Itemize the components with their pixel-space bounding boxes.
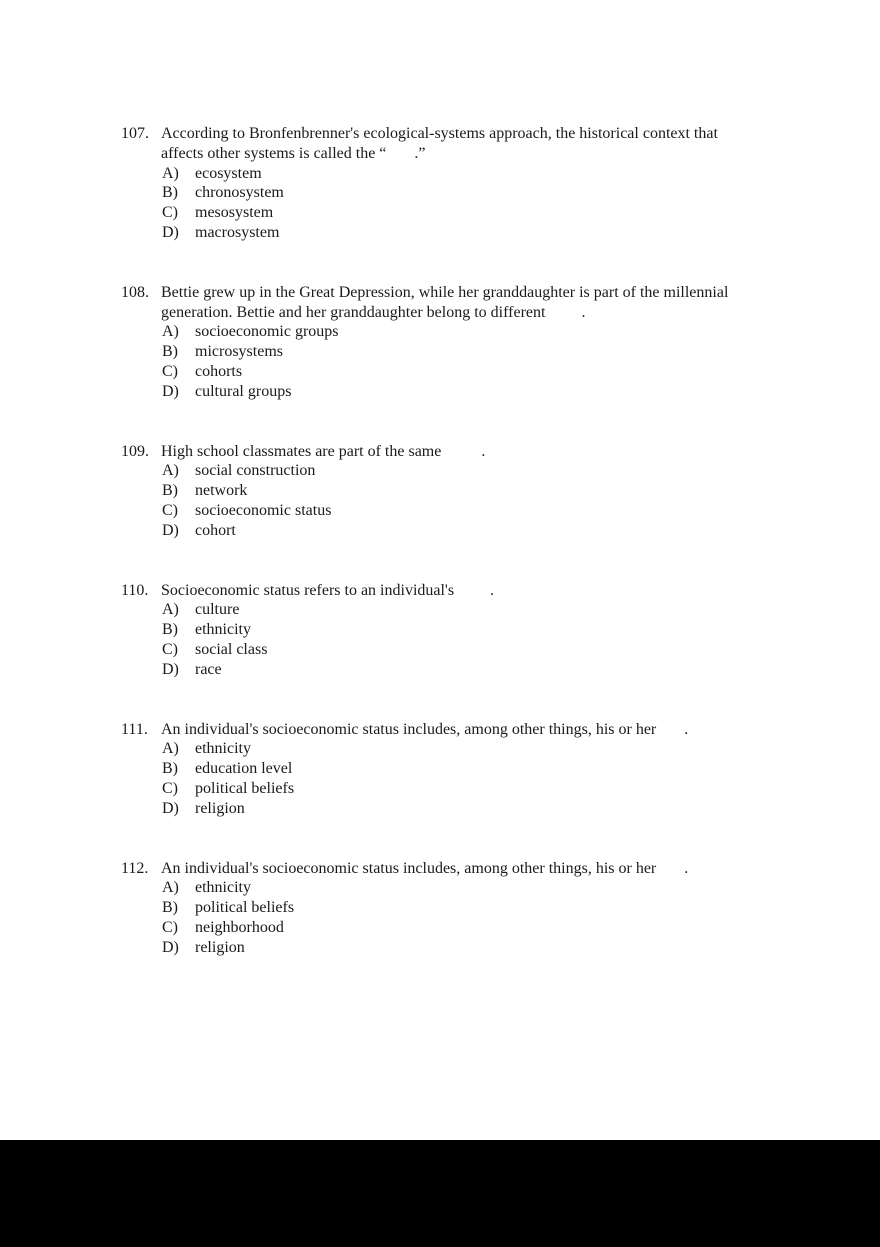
option-letter: C)	[162, 362, 178, 380]
option-row	[162, 223, 811, 243]
option-text: political beliefs	[195, 899, 295, 917]
option-text: race	[195, 660, 222, 678]
option-row	[162, 620, 811, 640]
option-letter: A)	[162, 164, 179, 182]
question-111	[121, 720, 811, 819]
question-108	[121, 283, 811, 402]
option-text: education level	[195, 760, 293, 778]
option-row	[162, 878, 811, 898]
option-row	[162, 183, 811, 203]
option-letter: D)	[162, 223, 179, 241]
question-110	[121, 581, 811, 680]
question-stem-line: According to Bronfenbrenner's ecological-systems approach, the historical context that	[161, 125, 718, 142]
option-letter: C)	[162, 501, 178, 519]
option-letter: B)	[162, 621, 178, 639]
option-text: ethnicity	[195, 621, 251, 639]
options-list	[162, 164, 811, 243]
option-text: ethnicity	[195, 740, 251, 758]
options-list	[162, 461, 811, 540]
option-letter: A)	[162, 601, 179, 619]
option-row	[162, 164, 811, 184]
option-text: macrosystem	[195, 223, 280, 241]
option-row	[162, 342, 811, 362]
question-stem-line: affects other systems is called the “ .”	[161, 144, 426, 162]
option-text: religion	[195, 938, 245, 956]
option-row	[162, 640, 811, 660]
option-letter: A)	[162, 740, 179, 758]
option-row	[162, 739, 811, 759]
question-body	[161, 442, 811, 541]
option-text: religion	[195, 799, 245, 817]
question-stem-line: An individual's socioeconomic status includes, among other things, his or her .	[161, 720, 689, 738]
option-row	[162, 322, 811, 342]
option-letter: B)	[162, 343, 178, 361]
option-row	[162, 779, 811, 799]
option-letter: C)	[162, 204, 178, 222]
option-row	[162, 362, 811, 382]
question-number: 108.	[121, 283, 149, 301]
question-107	[121, 124, 811, 243]
option-text: cohorts	[195, 362, 243, 380]
option-letter: B)	[162, 899, 178, 917]
option-row	[162, 759, 811, 779]
option-row	[162, 938, 811, 958]
question-body	[161, 283, 811, 402]
question-number: 112.	[121, 859, 149, 877]
option-row	[162, 660, 811, 680]
option-text: ethnicity	[195, 879, 251, 897]
question-number: 109.	[121, 442, 149, 460]
option-letter: D)	[162, 799, 179, 817]
question-body	[161, 720, 811, 819]
option-letter: C)	[162, 918, 178, 936]
option-letter: C)	[162, 779, 178, 797]
option-row	[162, 501, 811, 521]
option-row	[162, 521, 811, 541]
option-text: culture	[195, 601, 240, 619]
option-row	[162, 461, 811, 481]
option-letter: A)	[162, 323, 179, 341]
option-letter: C)	[162, 640, 178, 658]
option-row	[162, 799, 811, 819]
question-number: 111.	[121, 720, 148, 738]
option-text: network	[195, 482, 248, 500]
option-text: socioeconomic groups	[195, 323, 339, 341]
question-stem-line: High school classmates are part of the same .	[161, 442, 486, 460]
option-text: socioeconomic status	[195, 501, 332, 519]
option-text: cohort	[195, 521, 236, 539]
question-109	[121, 442, 811, 541]
question-body	[161, 859, 811, 958]
option-letter: D)	[162, 660, 179, 678]
footer-black-bar	[0, 1140, 880, 1247]
option-row	[162, 898, 811, 918]
option-text: social construction	[195, 462, 316, 480]
options-list	[162, 739, 811, 818]
option-text: microsystems	[195, 343, 283, 361]
option-letter: D)	[162, 938, 179, 956]
option-text: political beliefs	[195, 779, 295, 797]
options-list	[162, 322, 811, 401]
option-row	[162, 481, 811, 501]
question-number: 110.	[121, 581, 149, 599]
option-letter: B)	[162, 482, 178, 500]
question-body	[161, 581, 811, 680]
question-body	[161, 124, 811, 243]
option-text: neighborhood	[195, 918, 284, 936]
option-text: cultural groups	[195, 382, 292, 400]
option-row	[162, 600, 811, 620]
question-stem-line: generation. Bettie and her granddaughter belong to different .	[161, 303, 586, 321]
option-letter: A)	[162, 879, 179, 897]
option-text: social class	[195, 640, 268, 658]
option-letter: B)	[162, 184, 178, 202]
option-letter: B)	[162, 760, 178, 778]
option-text: mesosystem	[195, 204, 274, 222]
question-112	[121, 859, 811, 958]
option-letter: A)	[162, 462, 179, 480]
question-number: 107.	[121, 125, 149, 142]
option-row	[162, 918, 811, 938]
options-list	[162, 600, 811, 679]
questions-list	[121, 124, 811, 998]
options-list	[162, 878, 811, 957]
option-text: ecosystem	[195, 164, 262, 182]
question-stem-line: An individual's socioeconomic status includes, among other things, his or her .	[161, 859, 689, 877]
option-text: chronosystem	[195, 184, 284, 202]
option-row	[162, 203, 811, 223]
option-row	[162, 382, 811, 402]
option-letter: D)	[162, 521, 179, 539]
question-stem-line: Socioeconomic status refers to an individual's .	[161, 581, 495, 599]
question-stem-line: Bettie grew up in the Great Depression, while her granddaughter is part of the millennial	[161, 283, 729, 301]
option-letter: D)	[162, 382, 179, 400]
